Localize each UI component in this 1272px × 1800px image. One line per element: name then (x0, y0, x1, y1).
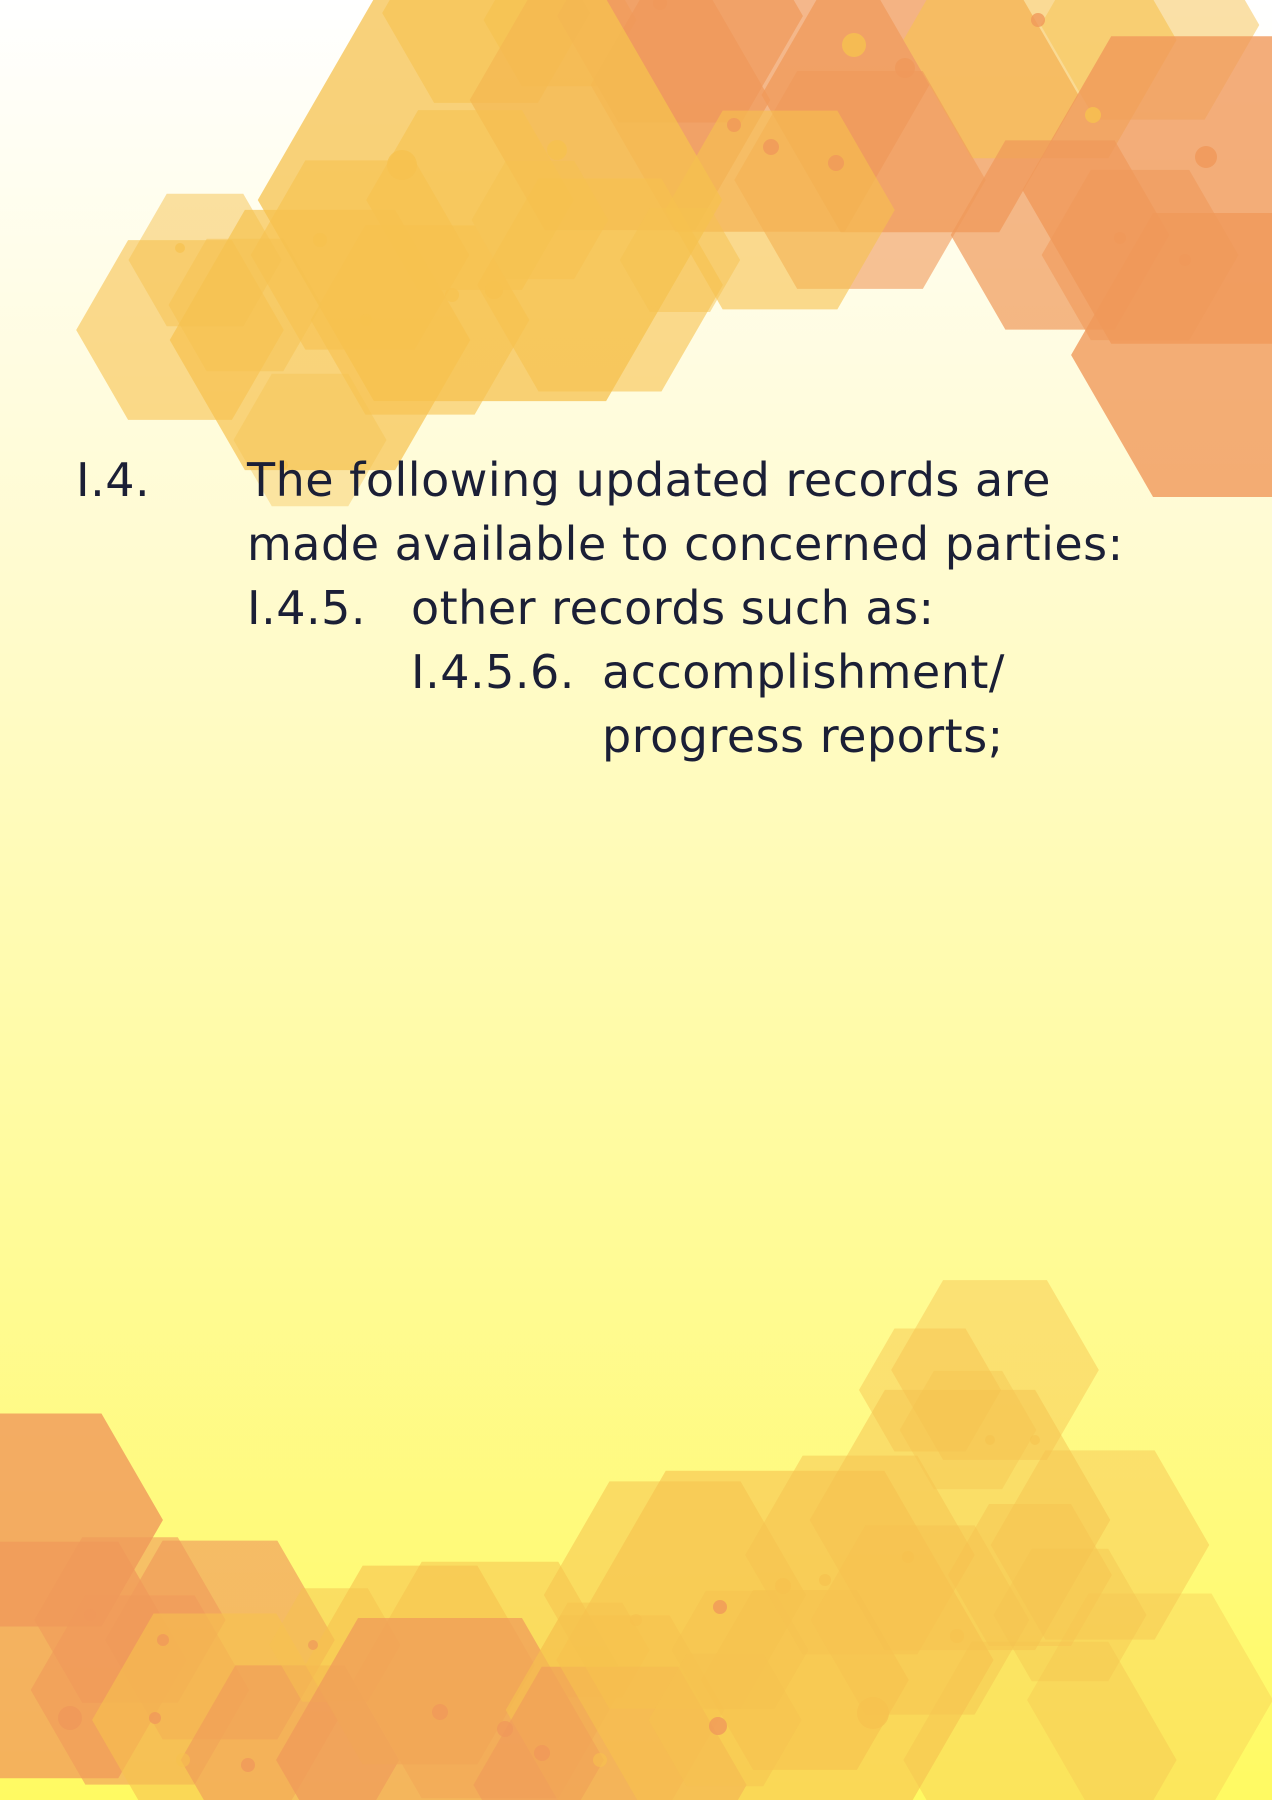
subsection-number: I.4.5. (247, 581, 366, 635)
subsection-text: other records such as: (411, 581, 935, 635)
subsubsection-text-line-2: progress reports; (602, 709, 1004, 763)
subsubsection-text-line-1: accomplishment/ (602, 645, 1005, 699)
section-number: I.4. (76, 453, 151, 507)
section-text-line-2: made available to concerned parties: (247, 517, 1124, 571)
section-text-line-1: The following updated records are (247, 453, 1051, 507)
subsubsection-number: I.4.5.6. (411, 645, 575, 699)
